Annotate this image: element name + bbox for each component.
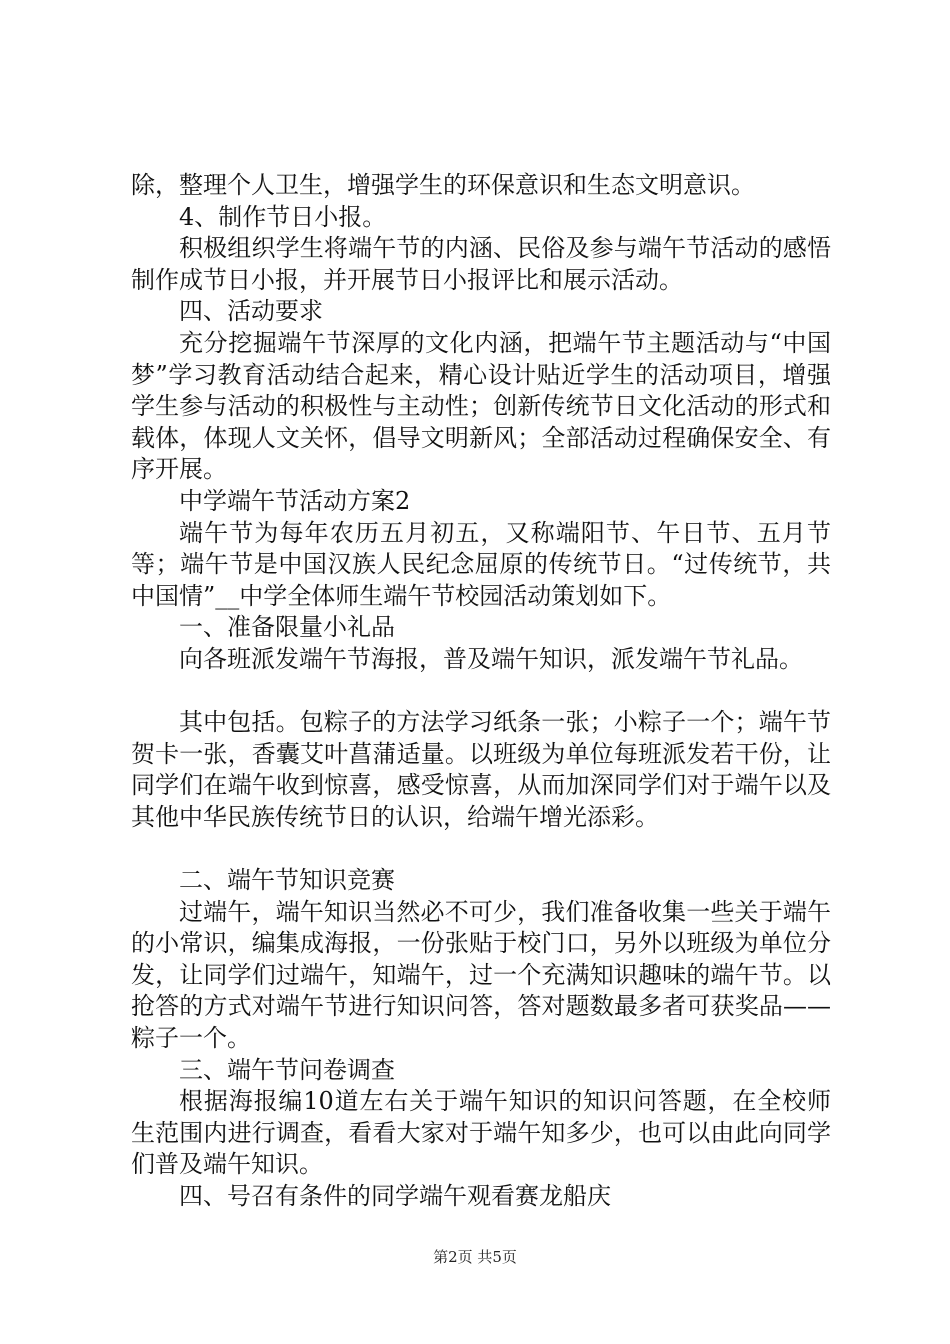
paragraph-continuation: 除，整理个人卫生，增强学生的环保意识和生态文明意识。 bbox=[131, 171, 755, 199]
section-heading-gifts: 一、准备限量小礼品 bbox=[179, 613, 395, 642]
page-number-footer: 第2页 共5页 bbox=[433, 1248, 517, 1266]
section-heading-quiz: 二、端午节知识竞赛 bbox=[179, 866, 395, 895]
blank-line bbox=[131, 676, 831, 708]
paragraph: 过端午，端午知识当然必不可少，我们准备收集一些关于端午的小常识，编集成海报，一份张贴于校门口，另外以班级为单位分发，让同学们过端午，知端午，过一个充满知识趣味的端午节。以抢答的方式对端午节进行知识问答，答对题数最多者可获奖品——粽子一个。 bbox=[131, 897, 831, 1053]
document-body bbox=[131, 170, 831, 1213]
paragraph: 向各班派发端午节海报，普及端午知识，派发端午节礼品。 bbox=[179, 644, 803, 673]
section-item-4: 4、制作节日小报。 bbox=[179, 202, 387, 231]
section-heading-requirements: 四、活动要求 bbox=[179, 297, 323, 326]
plan-title: 中学端午节活动方案2 bbox=[179, 486, 411, 515]
blank-line bbox=[131, 833, 831, 865]
section-heading-survey: 三、端午节问卷调查 bbox=[179, 1055, 395, 1084]
paragraph: 端午节为每年农历五月初五，又称端阳节、午日节、五月节等；端午节是中国汉族人民纪念屈原的传统节日。“过传统节，共中国情”__中学全体师生端午节校园活动策划如下。 bbox=[131, 518, 831, 610]
paragraph: 根据海报编10道左右关于端午知识的知识问答题，在全校师生范围内进行调查，看看大家对于端午知多少，也可以由此向同学们普及端午知识。 bbox=[131, 1087, 831, 1179]
paragraph: 积极组织学生将端午节的内涵、民俗及参与端午节活动的感悟制作成节日小报，并开展节日小报评比和展示活动。 bbox=[131, 234, 831, 294]
paragraph: 充分挖掘端午节深厚的文化内涵，把端午节主题活动与“中国梦”学习教育活动结合起来，精心设计贴近学生的活动项目，增强学生参与活动的积极性与主动性；创新传统节日文化活动的形式和载体，体现人文关怀，倡导文明新风；全部活动过程确保安全、有序开展。 bbox=[131, 328, 831, 484]
section-heading-dragon-boat: 四、号召有条件的同学端午观看赛龙船庆 bbox=[179, 1182, 611, 1210]
paragraph: 其中包括。包粽子的方法学习纸条一张；小粽子一个；端午节贺卡一张，香囊艾叶菖蒲适量。以班级为单位每班派发若干份，让同学们在端午收到惊喜，感受惊喜，从而加深同学们对于端午以及其他中华民族传统节日的认识，给端午增光添彩。 bbox=[131, 708, 831, 831]
